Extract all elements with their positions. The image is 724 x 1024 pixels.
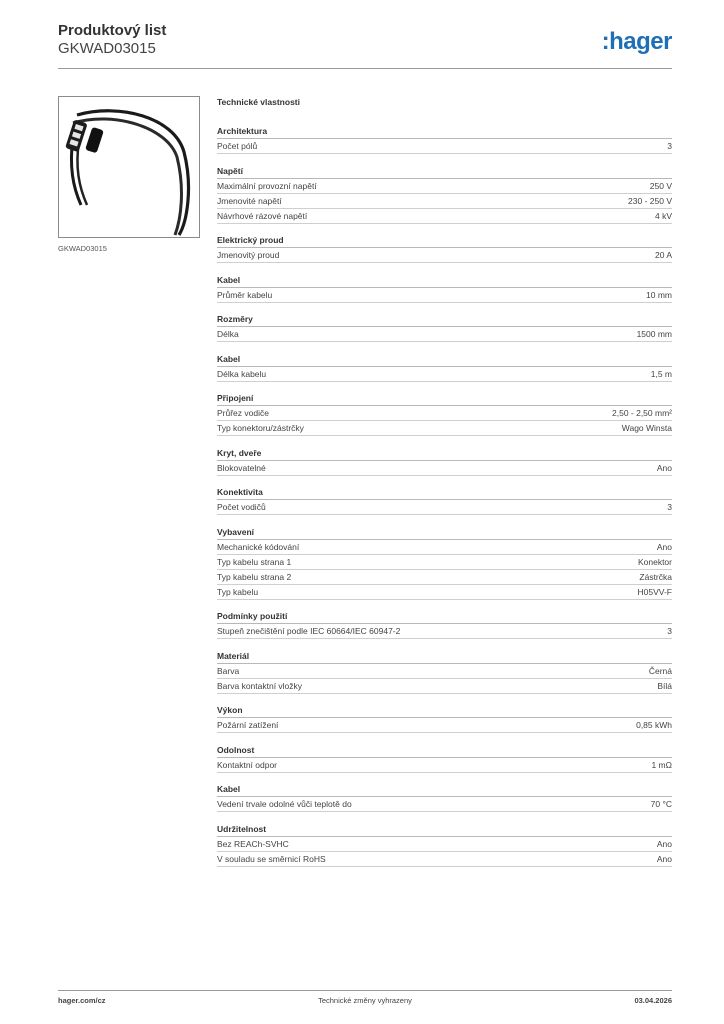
spec-section [217, 610, 672, 639]
spec-section [217, 650, 672, 694]
section-title: Vybavení [217, 526, 672, 540]
hager-logo [582, 28, 672, 54]
spec-label: Barva [217, 665, 240, 676]
spec-row [217, 327, 672, 342]
spec-value: Wago Winsta [621, 423, 672, 433]
spec-value: 1500 mm [636, 329, 672, 339]
spec-value: 3 [667, 141, 672, 151]
spec-label: Délka [217, 329, 239, 339]
spec-section [217, 486, 672, 515]
spec-label: Délka kabelu [217, 368, 267, 379]
section-title: Materiál [217, 650, 672, 664]
spec-row [217, 179, 672, 194]
spec-row [217, 624, 672, 639]
spec-value: Konektor [637, 556, 672, 567]
spec-label: Bez REACh-SVHC [217, 838, 289, 849]
section-title: Podmínky použití [217, 610, 672, 624]
spec-section [217, 526, 672, 600]
section-title: Kabel [217, 783, 672, 797]
spec-label: Typ kabelu [217, 586, 259, 597]
spec-value: Ano [656, 853, 672, 864]
section-title: Výkon [217, 704, 672, 718]
spec-value: 1,5 m [650, 368, 672, 379]
spec-row [217, 139, 672, 154]
spec-value: 0,85 kWh [636, 720, 672, 730]
spec-section [217, 234, 672, 263]
product-image [58, 96, 200, 238]
spec-value: 20 A [654, 250, 672, 260]
spec-row [217, 421, 672, 436]
spec-row [217, 194, 672, 209]
spec-label: Vedení trvale odolné vůči teplotě do [217, 799, 352, 809]
section-title: Připojení [217, 392, 672, 406]
footer-disclaimer: Technické změny vyhrazeny [318, 996, 412, 1005]
spec-label: Blokovatelné [217, 462, 266, 473]
spec-label: Průměr kabelu [217, 289, 273, 300]
page-header [58, 22, 672, 70]
section-title: Kryt, dveře [217, 447, 672, 461]
cable-connector-illustration [59, 97, 199, 237]
spec-value: Ano [656, 541, 672, 552]
section-title: Architektura [217, 125, 672, 139]
spec-section [217, 783, 672, 812]
spec-section [217, 704, 672, 733]
spec-value: 4 kV [654, 210, 672, 221]
spec-row [217, 288, 672, 303]
spec-section [217, 353, 672, 382]
svg-text::hager: :hager [601, 28, 672, 54]
spec-value: 2,50 - 2,50 mm² [612, 408, 672, 418]
spec-label: Mechanické kódování [217, 541, 300, 552]
spec-value: Černá [648, 665, 672, 676]
spec-label: Kontaktní odpor [217, 759, 278, 770]
specs-heading: Technické vlastnosti [217, 97, 300, 107]
section-title: Rozměry [217, 313, 672, 327]
spec-value: H05VV-F [637, 586, 672, 597]
spec-row [217, 540, 672, 555]
spec-label: Návrhové rázové napětí [217, 210, 308, 221]
spec-label: V souladu se směrnicí RoHS [217, 853, 326, 864]
section-title: Kabel [217, 274, 672, 288]
spec-label: Požární zatížení [217, 720, 279, 730]
spec-section [217, 313, 672, 342]
section-title: Elektrický proud [217, 234, 672, 248]
product-code: GKWAD03015 [58, 40, 156, 57]
section-title: Napětí [217, 165, 672, 179]
spec-value: 3 [667, 502, 672, 512]
spec-row [217, 209, 672, 224]
spec-section [217, 274, 672, 303]
spec-row [217, 406, 672, 421]
spec-value: 10 mm [646, 289, 672, 300]
spec-label: Počet vodičů [217, 502, 266, 512]
spec-value: 230 - 250 V [628, 195, 672, 206]
spec-row [217, 718, 672, 733]
section-title: Konektivita [217, 486, 672, 500]
spec-label: Počet pólů [217, 141, 258, 151]
spec-label: Jmenovité napětí [217, 195, 282, 206]
spec-row [217, 664, 672, 679]
spec-section [217, 823, 672, 867]
spec-value: 70 °C [650, 799, 672, 809]
spec-label: Barva kontaktní vložky [217, 680, 303, 691]
spec-row [217, 837, 672, 852]
spec-section [217, 447, 672, 476]
spec-section [217, 392, 672, 436]
footer-website: hager.com/cz [58, 996, 106, 1005]
spec-section [217, 125, 672, 154]
technical-specifications [217, 96, 672, 877]
header-divider [58, 68, 672, 69]
spec-label: Maximální provozní napětí [217, 180, 317, 191]
spec-row [217, 461, 672, 476]
spec-row [217, 585, 672, 600]
spec-label: Typ kabelu strana 1 [217, 556, 292, 567]
spec-row [217, 797, 672, 812]
spec-sections [217, 125, 672, 867]
spec-section [217, 744, 672, 773]
spec-row [217, 248, 672, 263]
spec-label: Jmenovitý proud [217, 250, 280, 260]
section-title: Kabel [217, 353, 672, 367]
spec-value: Ano [656, 838, 672, 849]
spec-row [217, 500, 672, 515]
spec-value: Ano [656, 462, 672, 473]
footer-date: 03.04.2026 [634, 996, 672, 1005]
spec-label: Průřez vodiče [217, 408, 269, 418]
spec-row [217, 555, 672, 570]
spec-value: Zástrčka [639, 571, 672, 582]
spec-row [217, 679, 672, 694]
spec-value: 250 V [649, 180, 672, 191]
section-title: Udržitelnost [217, 823, 672, 837]
image-caption: GKWAD03015 [58, 244, 107, 253]
spec-row [217, 570, 672, 585]
spec-row [217, 758, 672, 773]
spec-value: Bílá [657, 680, 672, 691]
page-footer [58, 996, 672, 1010]
spec-label: Typ konektoru/zástrčky [217, 423, 304, 433]
spec-row [217, 367, 672, 382]
spec-label: Stupeň znečištění podle IEC 60664/IEC 60947-2 [217, 626, 401, 636]
spec-row [217, 852, 672, 867]
section-title: Odolnost [217, 744, 672, 758]
spec-value: 3 [667, 626, 672, 636]
document-title: Produktový list [58, 22, 167, 39]
footer-divider [58, 990, 672, 991]
spec-section [217, 165, 672, 224]
spec-label: Typ kabelu strana 2 [217, 571, 292, 582]
spec-value: 1 mΩ [651, 759, 672, 770]
